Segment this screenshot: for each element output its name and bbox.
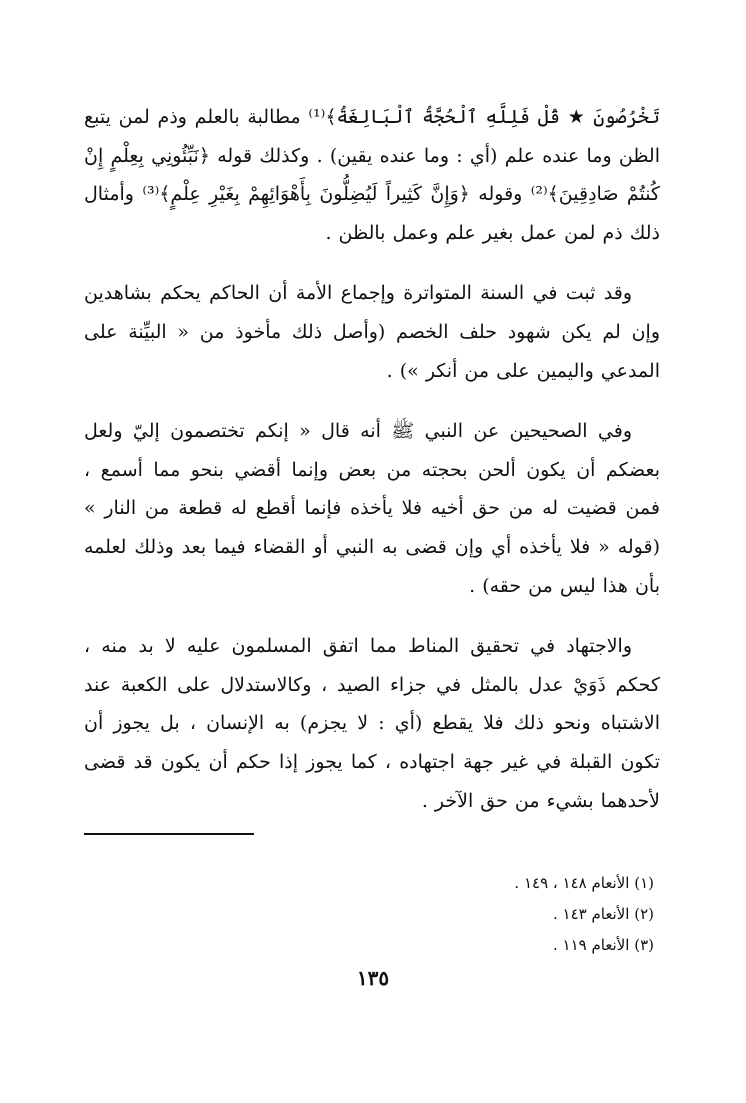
footnote-3: (٣) الأنعام ١١٩ . <box>552 936 654 954</box>
main-text <box>84 98 660 842</box>
paragraph-1: تَخْرُصُونَ ★ قُلْ فَلِلَّهِ ٱلْحُجَّةُ ٱلْبَالِغَةُ﴾⁽¹⁾ مطالبة بالعلم وذم لمن يتبع الظن وما عنده علم (أي : وما عنده يقين) . وكذلك قوله ﴿نَبِّئُونِي بِعِلْمٍ إِنْ كُنتُمْ صَادِقِينَ﴾⁽²⁾ وقوله ﴿وَإِنَّ كَثِيراً لَيُضِلُّونَ بِأَهْوَائِهِمْ بِغَيْرِ عِلْمٍ﴾⁽³⁾ وأمثال ذلك ذم لمن عمل بغير علم وعمل بالظن . <box>84 106 660 244</box>
footnote-2: (٢) الأنعام ١٤٣ . <box>552 905 654 923</box>
page-number: ١٣٥ <box>356 966 390 990</box>
paragraph-3: وفي الصحيحين عن النبي ﷺ أنه قال « إنكم تختصمون إليّ ولعل بعضكم أن يكون ألحن بحجته من بعض وإنما أقضي بنحو مما أسمع ، فمن قضيت له من حق أخيه فلا يأخذه فإنما أقطع له قطعة من النار » (قوله « فلا يأخذه أي وإن قضى به النبي أو القضاء فيما بعد وذلك لعلمه بأن هذا ليس من حقه) . <box>84 420 660 597</box>
footnote-1: (١) الأنعام ١٤٨ ، ١٤٩ . <box>514 874 654 892</box>
paragraph-4: والاجتهاد في تحقيق المناط مما اتفق المسلمون عليه لا بد منه ، كحكم ذَوَيْ عدل بالمثل في جزاء الصيد ، وكالاستدلال على الكعبة عند الاشتباه ونحو ذلك فلا يقطع (أي : لا يجزم) به الإنسان ، بل يجوز أن تكون القبلة في غير جهة اجتهاده ، كما يجوز إذا حكم أن يكون قد قضى لأحدهما بشيء من حق الآخر . <box>84 635 660 812</box>
footnote-separator <box>84 833 254 835</box>
paragraph-2: وقد ثبت في السنة المتواترة وإجماع الأمة أن الحاكم يحكم بشاهدين وإن لم يكن شهود حلف الخصم (وأصل ذلك مأخوذ من « البيِّنة على المدعي واليمين على من أنكر ») . <box>84 282 660 382</box>
footnotes <box>514 868 654 961</box>
